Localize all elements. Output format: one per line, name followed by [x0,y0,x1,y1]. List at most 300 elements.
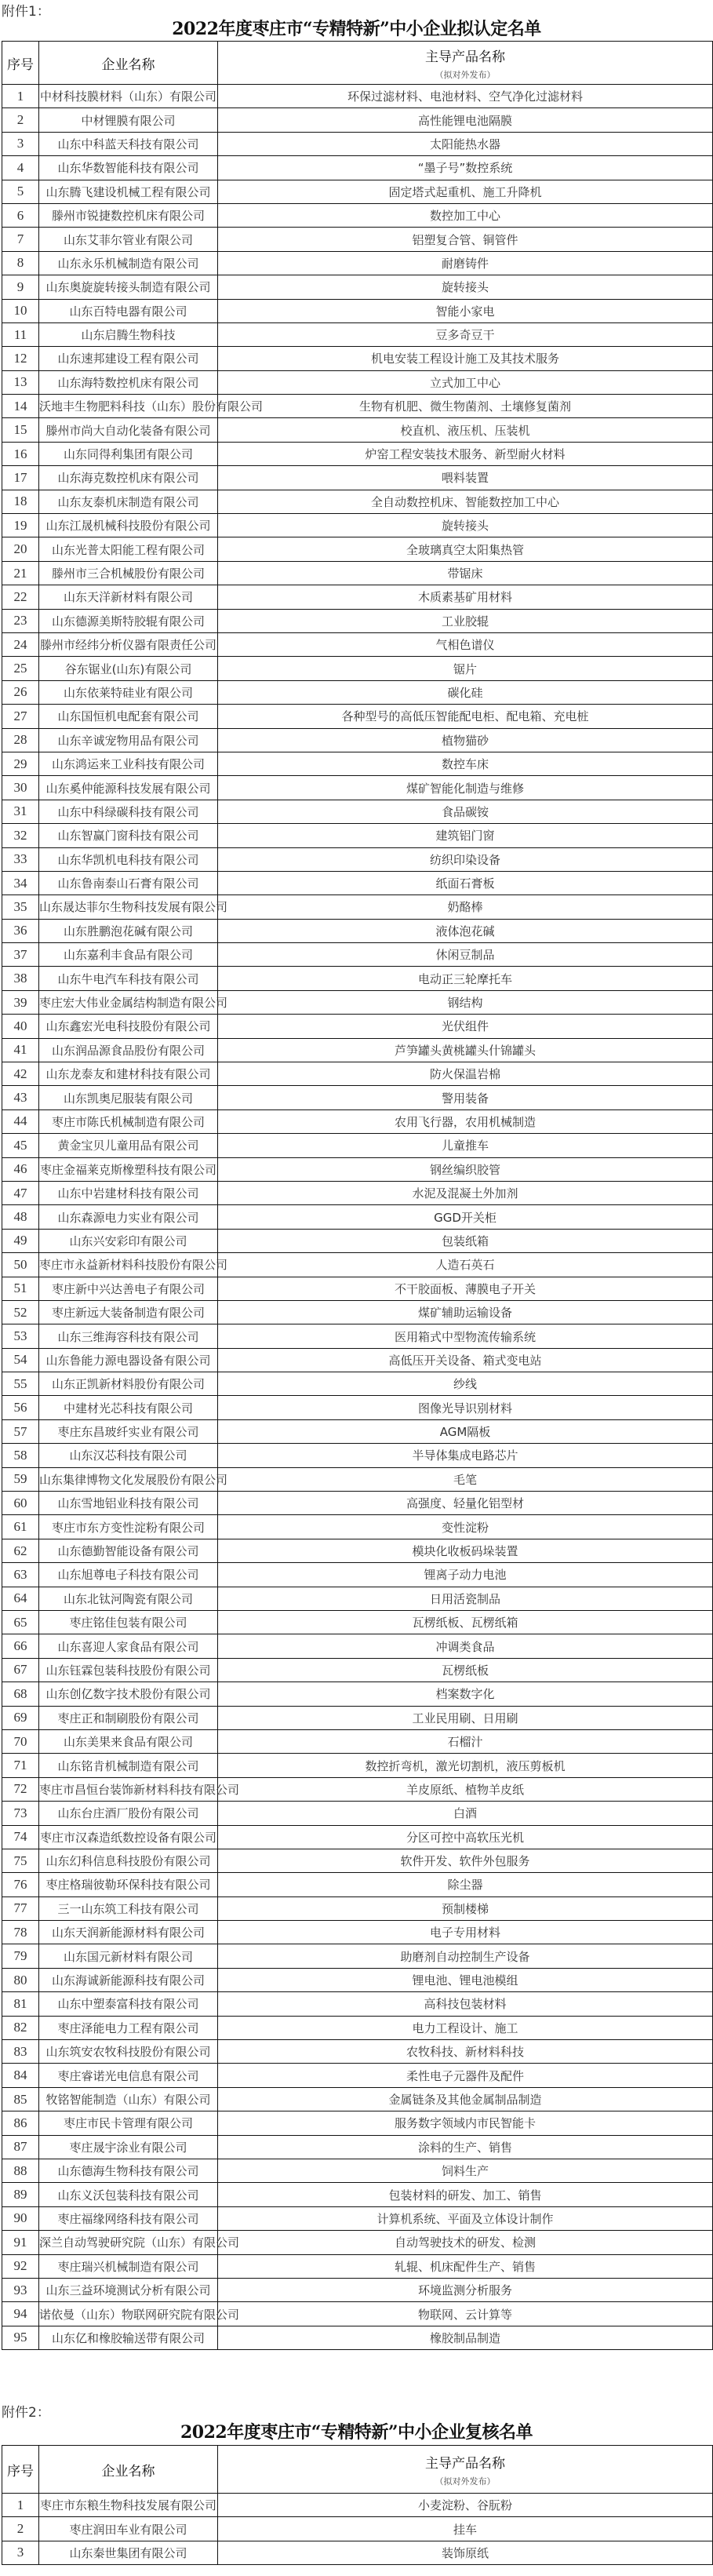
table-row [2,561,713,585]
cell-no: 8 [2,251,39,275]
cell-no: 38 [2,967,39,990]
table-row [2,395,713,418]
table-row [2,895,713,919]
cell-no: 2 [2,2517,39,2541]
cell-company: 枣庄市陈氏机械制造有限公司 [39,1109,218,1133]
cell-product: 钢结构 [218,990,713,1014]
cell-product: 半导体集成电路芯片 [218,1444,713,1467]
cell-no: 19 [2,514,39,537]
cell-product: 食品碳铵 [218,800,713,823]
table-row [2,2254,713,2278]
cell-company: 山东德海生物科技有限公司 [39,2159,218,2182]
table-row [2,132,713,155]
cell-product: 软件开发、软件外包服务 [218,1849,713,1872]
cell-no: 11 [2,322,39,346]
cell-no: 14 [2,395,39,418]
cell-no: 10 [2,299,39,322]
cell-company: 山东艾菲尔管业有限公司 [39,228,218,251]
cell-no: 6 [2,203,39,227]
cell-no: 95 [2,2326,39,2349]
cell-product: 挂车 [218,2517,713,2541]
cell-no: 87 [2,2135,39,2159]
cell-product: 农牧科技、新材料科技 [218,2040,713,2064]
table-row [2,1086,713,1109]
cell-company: 枣庄新中兴达善电子有限公司 [39,1277,218,1300]
table-row [2,1419,713,1443]
cell-company: 诺依曼（山东）物联网研究院有限公司 [39,2302,218,2326]
cell-company: 山东幻科信息科技股份有限公司 [39,1849,218,1872]
cell-no: 57 [2,1419,39,1443]
cell-company: 枣庄新远大装备制造有限公司 [39,1300,218,1324]
cell-no: 1 [2,85,39,108]
cell-company: 山东鲁南泰山石膏有限公司 [39,871,218,894]
cell-no: 28 [2,728,39,752]
cell-product: 白酒 [218,1802,713,1825]
cell-company: 山东友泰机床制造有限公司 [39,490,218,513]
cell-product: 豆多奇豆干 [218,322,713,346]
cell-product: 毛笔 [218,1467,713,1491]
cell-company: 枣庄市东粮生物科技发展有限公司 [39,2494,218,2517]
cell-company: 山东秦世集团有限公司 [39,2541,218,2564]
cell-product: 液体泡花碱 [218,919,713,942]
cell-product: 分区可控中高软压光机 [218,1825,713,1849]
cell-no: 80 [2,1968,39,1991]
cell-company: 山东华数智能科技有限公司 [39,156,218,180]
cell-product: 金属链条及其他金属制品制造 [218,2087,713,2111]
cell-product: 生物有机肥、微生物菌剂、土壤修复菌剂 [218,395,713,418]
header-company: 企业名称 [39,2446,218,2494]
cell-company: 枣庄市汉森造纸数控设备有限公司 [39,1825,218,1849]
cell-no: 48 [2,1205,39,1229]
cell-company: 山东旭尊电子科技有限公司 [39,1563,218,1587]
cell-company: 谷东锯业(山东)有限公司 [39,657,218,680]
table-row [2,1706,713,1729]
cell-company: 山东启腾生物科技 [39,322,218,346]
header-product-note: （拟对外发布） [435,69,496,80]
cell-product: 气相色谱仪 [218,632,713,656]
cell-company: 山东奥旋旋转接头制造有限公司 [39,275,218,299]
cell-product: 柔性电子元器件及配件 [218,2064,713,2087]
cell-no: 63 [2,1563,39,1587]
cell-no: 32 [2,824,39,847]
table-row [2,514,713,537]
cell-company: 中材锂膜有限公司 [39,108,218,132]
cell-company: 山东智赢门窗科技有限公司 [39,824,218,847]
table-row [2,2278,713,2301]
table-row [2,1944,713,1968]
table-row [2,203,713,227]
cell-company: 山东德源美斯特胶辊有限公司 [39,609,218,632]
cell-no: 25 [2,657,39,680]
cell-company: 滕州市尚大自动化装备有限公司 [39,418,218,442]
cell-product: 芦笋罐头黄桃罐头什锦罐头 [218,1038,713,1062]
table-row [2,2040,713,2064]
cell-company: 山东华凯机电科技有限公司 [39,847,218,871]
cell-no: 45 [2,1134,39,1157]
cell-product: 小麦淀粉、谷朊粉 [218,2494,713,2517]
cell-product: 石榴汁 [218,1729,713,1753]
cell-product: 警用装备 [218,1086,713,1109]
cell-product: 电动正三轮摩托车 [218,967,713,990]
cell-product: 装饰原纸 [218,2541,713,2564]
cell-company: 山东三益环境测试分析有限公司 [39,2278,218,2301]
cell-product: 全自动数控机床、智能数控加工中心 [218,490,713,513]
cell-company: 牧铭智能制造（山东）有限公司 [39,2087,218,2111]
header-product [218,2446,713,2494]
cell-no: 72 [2,1777,39,1801]
cell-company: 三一山东筑工科技有限公司 [39,1896,218,1920]
cell-company: 山东中科绿碳科技有限公司 [39,800,218,823]
table-row [2,1253,713,1277]
table-row [2,752,713,775]
cell-product: 光伏组件 [218,1015,713,1038]
cell-no: 35 [2,895,39,919]
cell-product: 人造石英石 [218,1253,713,1277]
cell-product: 不干胶面板、薄膜电子开关 [218,1277,713,1300]
table-row [2,1396,713,1419]
table-row [2,1849,713,1872]
table-row [2,1109,713,1133]
cell-company: 山东国恒机电配套有限公司 [39,705,218,728]
header-product [218,42,713,85]
cell-company: 山东辛诚宠物用品有限公司 [39,728,218,752]
cell-company: 山东雪地铝业科技有限公司 [39,1492,218,1515]
table-row [2,871,713,894]
cell-company: 山东鲁能力源电器设备有限公司 [39,1348,218,1372]
table-row [2,1277,713,1300]
header-no: 序号 [2,42,39,85]
cell-company: 枣庄市永益新材料科技股份有限公司 [39,1253,218,1277]
table-row [2,1873,713,1896]
table-row [2,1968,713,1991]
table-row [2,1515,713,1539]
cell-no: 15 [2,418,39,442]
table-row [2,1157,713,1181]
cell-no: 75 [2,1849,39,1872]
cell-product: AGM隔板 [218,1419,713,1443]
cell-no: 42 [2,1062,39,1086]
cell-no: 3 [2,2541,39,2564]
cell-company: 山东三维海容科技有限公司 [39,1324,218,1348]
cell-product: 变性淀粉 [218,1515,713,1539]
cell-company: 山东北钛河陶瓷有限公司 [39,1587,218,1610]
table-row [2,990,713,1014]
cell-no: 30 [2,776,39,800]
cell-product: 全玻璃真空太阳集热管 [218,537,713,561]
cell-company: 枣庄瑞兴机械制造有限公司 [39,2254,218,2278]
cell-no: 79 [2,1944,39,1968]
cell-no: 22 [2,585,39,609]
cell-product: 锯片 [218,657,713,680]
cell-company: 深兰自动驾驶研究院（山东）有限公司 [39,2231,218,2254]
cell-product: 立式加工中心 [218,370,713,394]
cell-product: 纺织印染设备 [218,847,713,871]
cell-no: 24 [2,632,39,656]
cell-product: 太阳能热水器 [218,132,713,155]
cell-product: 日用活瓷制品 [218,1587,713,1610]
cell-no: 9 [2,275,39,299]
table-row [2,1563,713,1587]
table-row [2,632,713,656]
cell-company: 滕州市锐捷数控机床有限公司 [39,203,218,227]
cell-product: 数控折弯机，激光切割机，液压剪板机 [218,1754,713,1777]
cell-product: 锂离子动力电池 [218,1563,713,1587]
cell-product: 图像光导识别材料 [218,1396,713,1419]
cell-product: 环境监测分析服务 [218,2278,713,2301]
cell-no: 43 [2,1086,39,1109]
cell-no: 52 [2,1300,39,1324]
cell-no: 55 [2,1372,39,1396]
table-row [2,1682,713,1706]
cell-no: 17 [2,466,39,490]
table-row [2,370,713,394]
cell-product: 轧辊、机床配件生产、销售 [218,2254,713,2278]
cell-no: 84 [2,2064,39,2087]
table-row [2,1467,713,1491]
cell-no: 29 [2,752,39,775]
cell-no: 64 [2,1587,39,1610]
cell-company: 枣庄格瑞彼勒环保科技有限公司 [39,1873,218,1896]
cell-no: 16 [2,442,39,465]
cell-company: 山东百特电器有限公司 [39,299,218,322]
table-row [2,800,713,823]
cell-product: 环保过滤材料、电池材料、空气净化过滤材料 [218,85,713,108]
cell-no: 58 [2,1444,39,1467]
cell-no: 71 [2,1754,39,1777]
table-row [2,847,713,871]
attachment2-table [2,2445,713,2565]
table-row [2,1181,713,1204]
cell-no: 40 [2,1015,39,1038]
cell-company: 沃地丰生物肥料科技（山东）股份有限公司 [39,395,218,418]
cell-no: 73 [2,1802,39,1825]
table-row [2,776,713,800]
cell-no: 78 [2,1921,39,1944]
table-row [2,537,713,561]
table-row [2,919,713,942]
cell-company: 山东森源电力实业有限公司 [39,1205,218,1229]
cell-company: 枣庄睿诺光电信息有限公司 [39,2064,218,2087]
table-row [2,2494,713,2517]
table-header-row [2,2446,713,2494]
cell-no: 66 [2,1634,39,1658]
cell-product: 高强度、轻量化铝型材 [218,1492,713,1515]
cell-product: 旋转接头 [218,275,713,299]
cell-company: 山东龙泰友和建材科技有限公司 [39,1062,218,1086]
table-row [2,1729,713,1753]
cell-company: 山东海诚新能源科技有限公司 [39,1968,218,1991]
table-row [2,1992,713,2016]
cell-product: 预制楼梯 [218,1896,713,1920]
header-company: 企业名称 [39,42,218,85]
cell-no: 62 [2,1539,39,1562]
cell-company: 山东集律博物文化发展股份有限公司 [39,1467,218,1491]
cell-no: 13 [2,370,39,394]
header-product-label: 主导产品名称 [425,49,505,65]
table-row [2,490,713,513]
cell-product: 铝塑复合管、铜管件 [218,228,713,251]
cell-company: 山东中塑泰富科技有限公司 [39,1992,218,2016]
attachment1-title: 2022年度枣庄市“专精特新”中小企业拟认定名单 [172,19,541,39]
cell-product: 固定塔式起重机、施工升降机 [218,180,713,203]
cell-product: 高低压开关设备、箱式变电站 [218,1348,713,1372]
cell-company: 枣庄金福莱克斯橡塑科技有限公司 [39,1157,218,1181]
cell-no: 39 [2,990,39,1014]
table-row [2,2326,713,2349]
cell-no: 88 [2,2159,39,2182]
table-row [2,2231,713,2254]
cell-no: 83 [2,2040,39,2064]
table-row [2,299,713,322]
cell-no: 47 [2,1181,39,1204]
table-row [2,2517,713,2541]
table-row [2,967,713,990]
cell-product: 炉窑工程安装技术服务、新型耐火材料 [218,442,713,465]
table-row [2,2183,713,2206]
table-row [2,1324,713,1348]
cell-product: 助磨剂自动控制生产设备 [218,1944,713,1968]
cell-no: 7 [2,228,39,251]
cell-company: 中材科技膜材料（山东）有限公司 [39,85,218,108]
table-row [2,705,713,728]
table-row [2,156,713,180]
cell-company: 枣庄福缘网络科技有限公司 [39,2206,218,2230]
table-row [2,275,713,299]
cell-company: 山东鸿运来工业科技有限公司 [39,752,218,775]
cell-product: 电子专用材料 [218,1921,713,1944]
cell-product: 包装材料的研发、加工、销售 [218,2183,713,2206]
cell-product: 数控车床 [218,752,713,775]
attachment2-label: 附件2： [2,2405,50,2421]
cell-no: 37 [2,943,39,967]
cell-no: 67 [2,1658,39,1682]
cell-company: 山东国元新材料有限公司 [39,1944,218,1968]
header-no: 序号 [2,2446,39,2494]
cell-product: 锂电池、锂电池模组 [218,1968,713,1991]
attachment2-title: 2022年度枣庄市“专精特新”中小企业复核名单 [180,2422,533,2443]
table-row [2,1015,713,1038]
table-row [2,322,713,346]
table-row [2,251,713,275]
cell-product: 模块化收板码垛装置 [218,1539,713,1562]
cell-no: 41 [2,1038,39,1062]
header-product-note: （拟对外发布） [435,2476,496,2487]
table-row [2,2159,713,2182]
table-row [2,1038,713,1062]
cell-no: 70 [2,1729,39,1753]
table-row [2,1300,713,1324]
cell-company: 滕州市经纬分析仪器有限责任公司 [39,632,218,656]
cell-product: 带锯床 [218,561,713,585]
table-row [2,1658,713,1682]
cell-company: 枣庄晟宇涂业有限公司 [39,2135,218,2159]
cell-product: 休闲豆制品 [218,943,713,967]
table-row [2,728,713,752]
table-row [2,418,713,442]
table-row [2,1134,713,1157]
table-row [2,85,713,108]
cell-company: 山东德勤智能设备有限公司 [39,1539,218,1562]
table-row [2,1634,713,1658]
table-row [2,466,713,490]
cell-product: 纱线 [218,1372,713,1396]
cell-no: 68 [2,1682,39,1706]
cell-no: 91 [2,2231,39,2254]
cell-company: 山东依莱特硅业有限公司 [39,680,218,704]
cell-company: 山东天洋新材料有限公司 [39,585,218,609]
cell-product: 耐磨铸件 [218,251,713,275]
header-product-label: 主导产品名称 [425,2455,505,2472]
cell-no: 20 [2,537,39,561]
cell-no: 93 [2,2278,39,2301]
cell-no: 21 [2,561,39,585]
table-row [2,1348,713,1372]
table-row [2,2016,713,2039]
cell-company: 滕州市三合机械股份有限公司 [39,561,218,585]
cell-product: 纸面石膏板 [218,871,713,894]
cell-no: 50 [2,1253,39,1277]
cell-no: 34 [2,871,39,894]
cell-product: 煤矿辅助运输设备 [218,1300,713,1324]
table-row [2,2064,713,2087]
cell-product: 数控加工中心 [218,203,713,227]
cell-company: 山东腾飞建设机械工程有限公司 [39,180,218,203]
cell-product: “墨子号”数控系统 [218,156,713,180]
cell-product: 水泥及混凝土外加剂 [218,1181,713,1204]
cell-no: 12 [2,347,39,370]
cell-product: 工业民用刷、日用刷 [218,1706,713,1729]
cell-product: 校直机、液压机、压装机 [218,418,713,442]
cell-no: 27 [2,705,39,728]
cell-product: 木质素基矿用材料 [218,585,713,609]
cell-product: 物联网、云计算等 [218,2302,713,2326]
cell-no: 5 [2,180,39,203]
table-row [2,1062,713,1086]
cell-no: 3 [2,132,39,155]
cell-no: 86 [2,2111,39,2135]
table-row [2,2111,713,2135]
table-row [2,1896,713,1920]
cell-no: 44 [2,1109,39,1133]
cell-company: 枣庄铭佳包装有限公司 [39,1611,218,1634]
cell-no: 33 [2,847,39,871]
cell-no: 56 [2,1396,39,1419]
cell-company: 山东铭肯机械制造有限公司 [39,1754,218,1777]
cell-no: 61 [2,1515,39,1539]
cell-product: 旋转接头 [218,514,713,537]
cell-no: 76 [2,1873,39,1896]
table-row [2,2541,713,2564]
cell-no: 92 [2,2254,39,2278]
cell-product: 自动驾驶技术的研发、检测 [218,2231,713,2254]
table-row [2,1444,713,1467]
cell-company: 山东速邦建设工程有限公司 [39,347,218,370]
cell-product: 橡胶制品制造 [218,2326,713,2349]
cell-company: 山东亿和橡胶输送带有限公司 [39,2326,218,2349]
cell-no: 2 [2,108,39,132]
cell-company: 枣庄市东方变性淀粉有限公司 [39,1515,218,1539]
cell-product: 计算机系统、平面及立体设计制作 [218,2206,713,2230]
cell-no: 18 [2,490,39,513]
table-row [2,1229,713,1252]
cell-company: 山东光普太阳能工程有限公司 [39,537,218,561]
cell-product: 瓦楞纸板 [218,1658,713,1682]
table-row [2,680,713,704]
cell-product: 植物猫砂 [218,728,713,752]
table-row [2,1825,713,1849]
cell-no: 26 [2,680,39,704]
cell-product: 服务数字领域内市民智能卡 [218,2111,713,2135]
